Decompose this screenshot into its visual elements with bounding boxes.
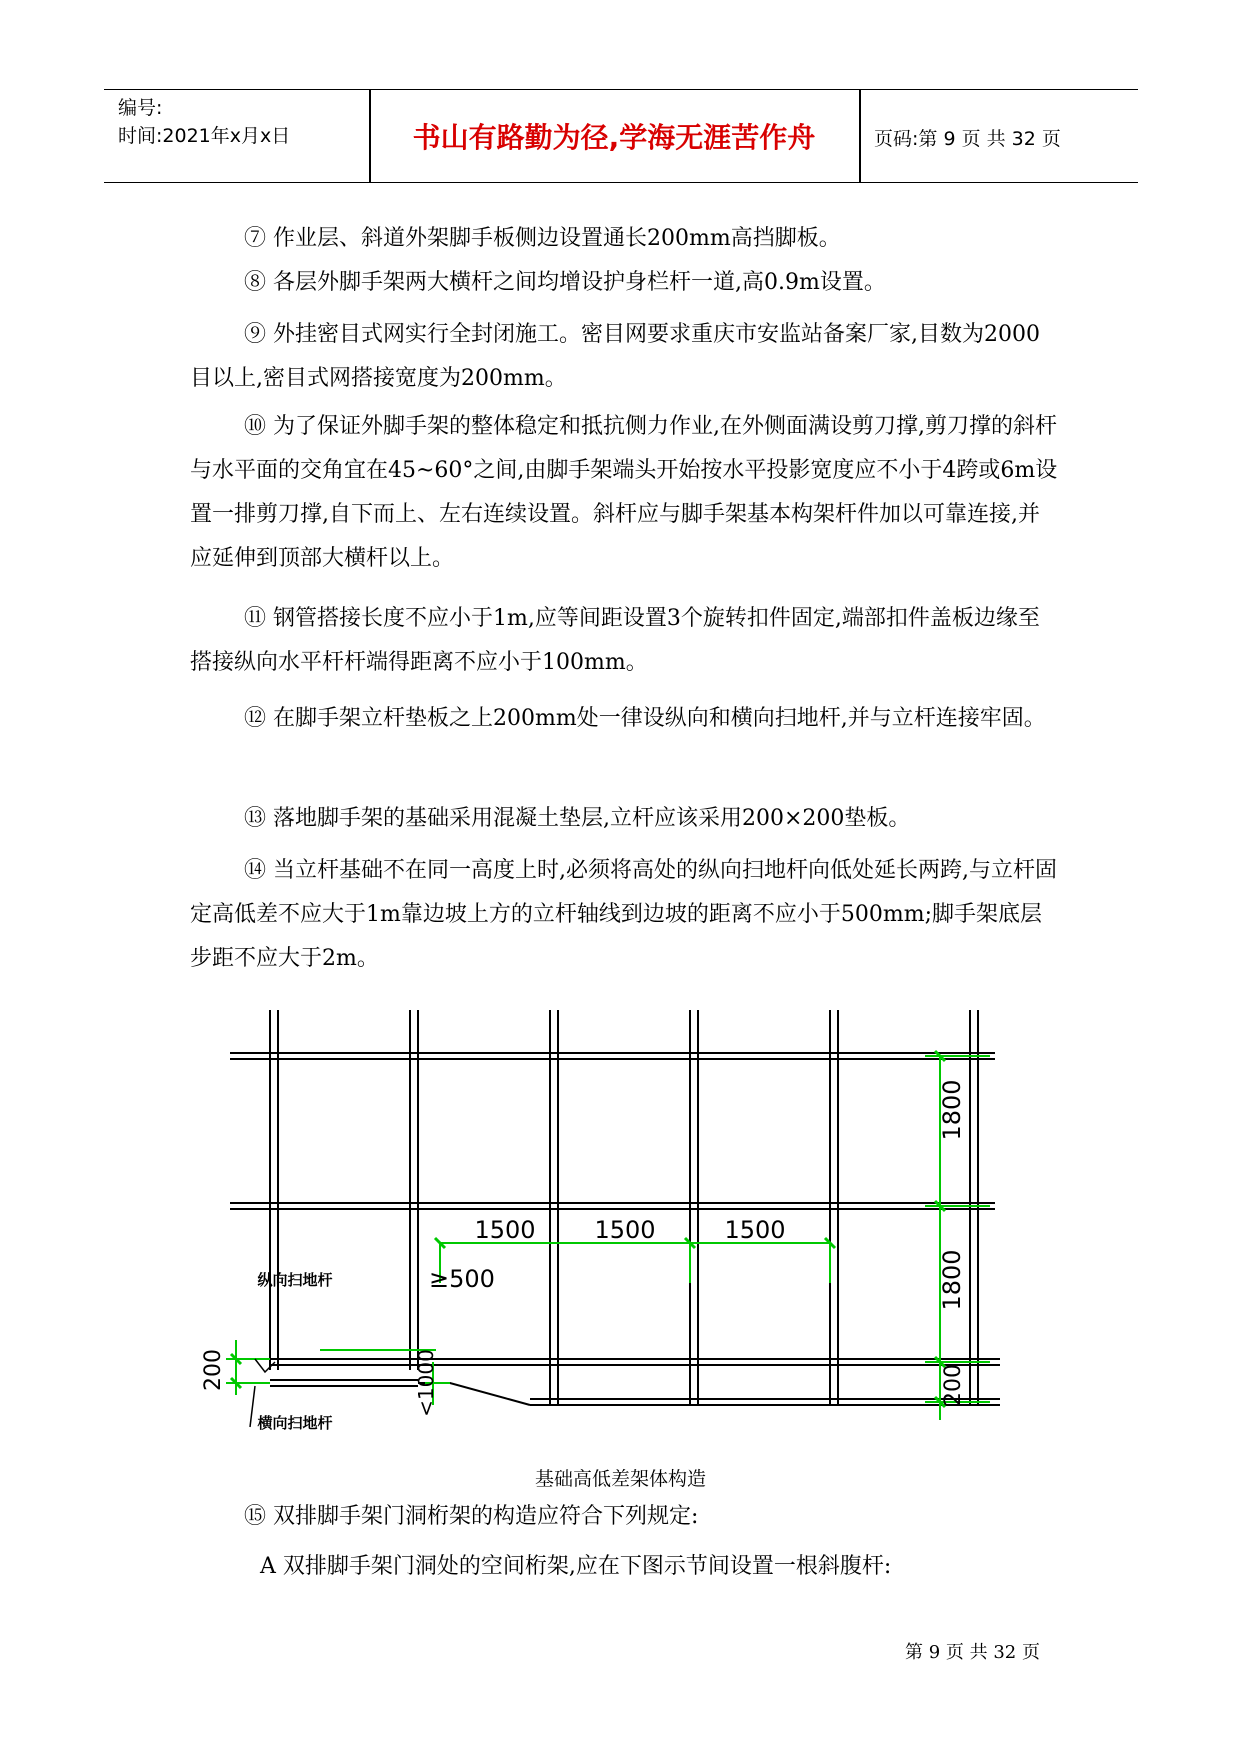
time-label: 时间:2021年x月x日 (118, 125, 291, 147)
dim-500: ≥500 (429, 1265, 495, 1293)
paragraph-14: ⑭ 当立杆基础不在同一高度上时,必须将高处的纵向扫地杆向低处延长两跨,与立杆固定高低差不应大于1m靠边坡上方的立杆轴线到边坡的距离不应小于500mm;脚手架底层步距不应大于2m。 (190, 858, 1057, 971)
number-label: 编号: (118, 97, 163, 119)
scaffold-foundation-diagram (200, 1000, 1020, 1440)
header-page-label: 页码:第 9 页 共 32 页 (874, 128, 1061, 150)
header-meta (118, 94, 290, 150)
paragraph-9: ⑨ 外挂密目式网实行全封闭施工。密目网要求重庆市安监站备案厂家,目数为2000目以上,密目式网搭接宽度为200mm。 (190, 322, 1040, 391)
paragraph-15: ⑮ 双排脚手架门洞桁架的构造应符合下列规定: (244, 1504, 699, 1529)
uprights (270, 1010, 978, 1405)
header-divider (859, 90, 861, 182)
dim-200-right: 200 (941, 1364, 966, 1406)
page-footer: 第 9 页 共 32 页 (905, 1642, 1040, 1663)
paragraph-13: ⑬ 落地脚手架的基础采用混凝土垫层,立杆应该采用200×200垫板。 (244, 806, 911, 831)
dim-1500-2: 1500 (594, 1216, 656, 1244)
figure-caption: 基础高低差架体构造 (534, 1468, 706, 1490)
label-longitudinal-sweep: 纵向扫地杆 (257, 1271, 333, 1289)
page-header (104, 89, 1138, 183)
paragraph-12: ⑫ 在脚手架立杆垫板之上200mm处一律设纵向和横向扫地杆,并与立杆连接牢固。 (244, 706, 1046, 731)
dim-1000: <1000 (414, 1349, 438, 1417)
paragraph-15-a: A 双排脚手架门洞处的空间桁架,应在下图示节间设置一根斜腹杆: (260, 1554, 892, 1579)
paragraph-11: ⑪ 钢管搭接长度不应小于1m,应等间距设置3个旋转扣件固定,端部扣件盖板边缘至搭接纵向水平杆杆端得距离不应小于100mm。 (190, 606, 1040, 675)
dim-1500-3: 1500 (724, 1216, 786, 1244)
dim-1500-1: 1500 (474, 1216, 536, 1244)
header-motto: 书山有路勤为径,学海无涯苦作舟 (412, 121, 816, 154)
dim-200-left: 200 (201, 1349, 226, 1391)
dim-1800-bottom: 1800 (938, 1249, 966, 1311)
paragraph-10: ⑩ 为了保证外脚手架的整体稳定和抵抗侧力作业,在外侧面满设剪刀撑,剪刀撑的斜杆与水平面的交角宜在45~60°之间,由脚手架端头开始按水平投影宽度应不小于4跨或6m设置一排剪刀撑,自下而上、左右连续设置。斜杆应与脚手架基本构架杆件加以可靠连接,并应延伸到顶部大横杆以上。 (190, 414, 1058, 571)
dim-1800-top: 1800 (938, 1079, 966, 1141)
paragraph-8: ⑧ 各层外脚手架两大横杆之间均增设护身栏杆一道,高0.9m设置。 (244, 270, 886, 295)
paragraph-7: ⑦ 作业层、斜道外架脚手板侧边设置通长200mm高挡脚板。 (244, 226, 841, 251)
label-transverse-sweep: 横向扫地杆 (257, 1414, 333, 1432)
